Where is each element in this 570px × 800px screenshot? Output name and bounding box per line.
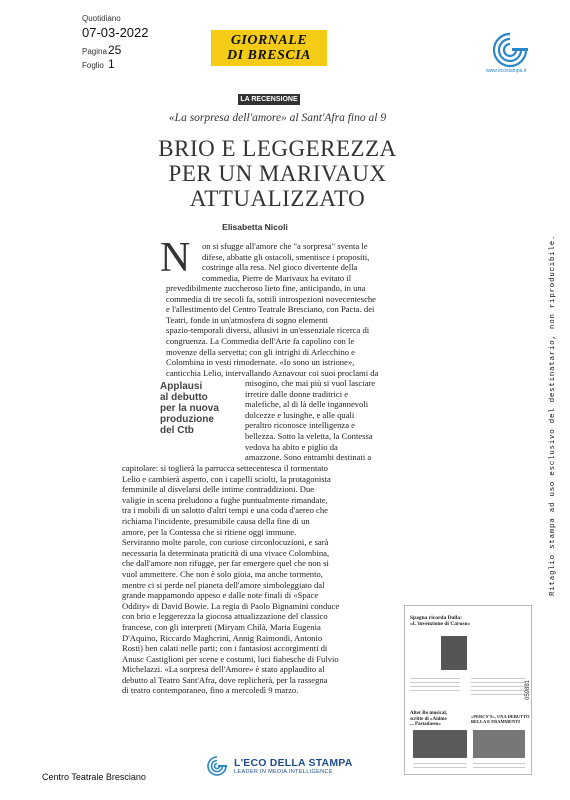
article-body-narrow <box>245 378 375 463</box>
article-text-line: costringe alla resa. Nel gioco divertente della <box>202 262 358 273</box>
article-text-line: amore, per la Contessa che si ritiene oggi immune. <box>122 526 297 537</box>
article-text-line: canticchia Lelio, intervallando Aznavour coi suoi proclami da <box>166 367 379 378</box>
article-body-top <box>166 283 378 378</box>
article-text-line: Rosti) ben calati nelle parti; con i fantasiosi accorgimenti di <box>122 643 328 654</box>
article-text-line: movenze della servetta; con gli intrighi di Arlecchino e <box>166 346 355 357</box>
article-text-line: francese, con gli interpreti (Miryam Chilà, Maria Eugenia <box>122 621 321 632</box>
thumbnail-headline <box>471 714 530 724</box>
client-name: Centro Teatrale Bresciano <box>42 772 146 782</box>
article-text-line: commedia, Pierre de Marivaux ha evitato il <box>202 272 352 283</box>
publication-date: 07-03-2022 <box>82 25 149 40</box>
page-label: Pagina <box>82 47 107 56</box>
article-title <box>95 136 460 211</box>
pull-quote-line: del Ctb <box>160 425 194 436</box>
drop-cap: N <box>160 235 191 281</box>
clipping-code: 059881 <box>525 679 531 700</box>
copyright-disclaimer: Ritaglio stampa ad uso esclusivo del destinatario, non riproducibile. <box>549 234 557 596</box>
article-text-line: bellezza. Sotto la veletta, la Contessa <box>245 430 373 441</box>
article-text-line: prevedibilmente zuccheroso lieto fine, anticipando, in una <box>166 283 366 293</box>
publication-type: Quotidiano <box>82 14 121 23</box>
article-text-line: Michelazzi. «La sorpresa dell'Amore» è stato applaudito al <box>122 664 325 675</box>
title-line: ATTUALIZZATO <box>189 186 366 211</box>
masthead-line-1: GIORNALE <box>230 33 308 48</box>
article-text-line: femminile al disvelarsi delle intime contraddizioni. Due <box>122 484 315 495</box>
clipping-meta <box>82 14 149 71</box>
article-text-line: necessaria la determinata praticità di una vivace Colombina, <box>122 547 330 558</box>
thumbnail-headline-line: «PERCY'S», UNA DEBUTTO <box>471 714 530 719</box>
article-text-line: congruenza. La Commedia dell'Arte fa capolino con le <box>166 335 355 346</box>
footer-tagline: LEADER IN MEDIA INTELLIGENCE <box>234 769 333 775</box>
article-body-bottom <box>122 463 339 696</box>
article-text-line: difese, abbatte gli ostacoli, smentisce i propositi, <box>202 251 370 262</box>
thumbnail-headline <box>410 615 470 627</box>
page-number: 25 <box>108 43 122 57</box>
sheet-row <box>82 57 149 71</box>
thumbnail-headline-line: Alter Bo musical, <box>410 711 447 716</box>
pull-quote <box>160 381 219 436</box>
article-text-line: Serviranno molte parole, con curiose circonlocuzioni, e sarà <box>122 537 329 548</box>
footer-logo <box>205 754 352 778</box>
article-text-line: commedia di tre secoli fa, sottili introspezioni novecentesche <box>166 293 377 304</box>
eco-della-stampa-icon <box>205 754 229 778</box>
article-text-line: malefiche, al di là delle ingannevoli <box>245 399 369 410</box>
thumbnail-headline-line: BELLA E FRAMMENTI <box>471 719 521 724</box>
article-text-line: debutto al Teatro Sant'Afra, dove replicherà, per la rassegna <box>122 674 328 685</box>
footer-brand: L'ECO DELLA STAMPA <box>234 757 353 769</box>
article-text-line: dolcezze e lusinghe, e alle quali <box>245 409 355 420</box>
article-text-line: che dall'amore non rifugge, per far emergere quel che non si <box>122 558 329 569</box>
article-text-line: richiama l'incidente, presumibile causa della fine di un <box>122 515 310 526</box>
article-text-line: e l'allestimento del Centro Teatrale Bresciano, con Pacta. dei <box>166 304 375 315</box>
title-line: BRIO E LEGGEREZZA <box>158 136 397 161</box>
article-text-line: Lelio e cambierà aspetto, con i capelli sciolti, la protagonista <box>122 473 331 484</box>
article-text-line: misogino, che mai più si vuol lasciare <box>245 378 376 388</box>
article-text-line: D'Aquino, Riccardo Maghcrini, Annig Raimondi, Antonio <box>122 632 323 643</box>
thumbnail-photo <box>413 730 467 758</box>
thumbnail-headline-line: ... Pastadasso» <box>410 722 441 727</box>
page-row <box>82 43 149 57</box>
article-text-line: Anusc Castiglioni per scene e costumi, luci fiabesche di Fulvio <box>122 653 339 664</box>
title-line: PER UN MARIVAUX <box>168 161 387 186</box>
article-text-line: di teatro contemporaneo, fino a mercoledì 9 marzo. <box>122 685 299 696</box>
newspaper-masthead <box>211 30 327 66</box>
article-text-line: irretire dalle donne traditrici e <box>245 388 349 399</box>
eco-url: www.ecostampa.it <box>486 68 527 74</box>
article-text-line: valigie in scena preludono a fughe puntualmente rimandate, <box>122 494 328 505</box>
article-text-line: spazio-temporali diversi, allusivi in un'essenziale ricerca di <box>166 325 370 336</box>
pull-quote-line: al debutto <box>160 392 208 403</box>
pull-quote-line: Applausi <box>160 381 203 392</box>
article-intro <box>202 241 369 283</box>
article-text-line: mentre ci si perde nel pianeta dell'amore simboleggiato dal <box>122 579 325 590</box>
article-text-line: vuol ammettere. Che non è solo gioia, ma anche tormento, <box>122 568 323 579</box>
thumbnail-headline-line: Spagna ricorda Dalla: <box>410 615 462 621</box>
thumbnail-headline-line: scritte di «Anime <box>410 716 447 722</box>
article-text-line: Oddity» di David Bowie. La regia di Paolo Bignamini conduce <box>122 600 340 611</box>
article-text-line: tra i mobili di un salotto d'altri tempi e una coda d'aereo che <box>122 505 328 516</box>
article-text-line: Teatri, fonde in un'atmosfera di sogno elementi <box>166 314 329 325</box>
article-subtitle: «La sorpresa dell'amore» al Sant'Afra fino al 9 <box>168 112 387 124</box>
section-kicker: LA RECENSIONE <box>238 94 300 105</box>
thumbnail-photo <box>473 730 525 758</box>
article-text-line: capitolare: si toglierà la parrucca settecentesca il tormentato <box>122 463 328 473</box>
eco-della-stampa-icon <box>488 28 532 68</box>
masthead-line-2: DI BRESCIA <box>227 48 311 63</box>
thumbnail-headline-line: «L'invenzione di Caruso» <box>410 621 471 627</box>
article-text-line: amazzone. Sono entrambi destinati a <box>245 452 372 463</box>
pull-quote-line: produzione <box>160 414 214 425</box>
thumbnail-photo <box>441 636 467 670</box>
article-text-line: Colombina in vesti rimodernate. «Io sono un istrione», <box>166 357 355 368</box>
thumbnail-headline <box>410 711 447 728</box>
article-text-line: peraltro riconosce intelligenza e <box>245 420 355 431</box>
pull-quote-line: per la nuova <box>160 403 219 414</box>
page-thumbnail <box>404 605 532 775</box>
article-text-line: on si sfugge all'amore che "a sorpresa" sventa le <box>202 241 368 251</box>
sheet-label: Foglio <box>82 61 104 70</box>
article-text-line: con brio e leggerezza la giocosa attualizzazione del classico <box>122 611 328 622</box>
sheet-number: 1 <box>108 57 115 71</box>
article-author: Elisabetta Nicoli <box>222 222 288 232</box>
article-text-line: grande mappamondo appeso e dalle note finali di «Space <box>122 590 319 601</box>
article-text-line: vedova ha abito e piglio da <box>245 441 338 452</box>
